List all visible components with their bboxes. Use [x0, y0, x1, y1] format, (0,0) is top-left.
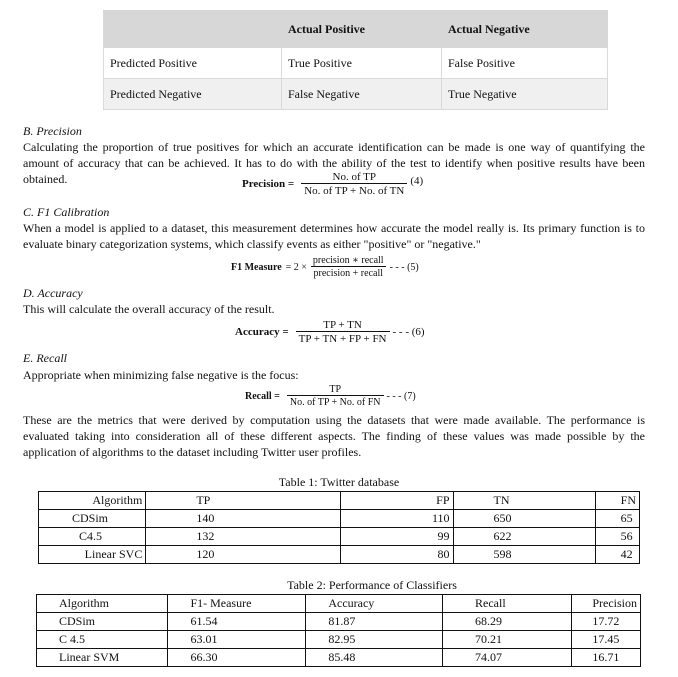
row-label-predicted-negative: Predicted Negative	[104, 79, 282, 110]
equation-numerator: TP + TN	[323, 319, 362, 331]
cell-algorithm: CDSim	[39, 510, 146, 528]
equation-fraction	[301, 171, 407, 197]
cell-fn: 65	[595, 510, 639, 528]
cell-tp: 132	[146, 528, 341, 546]
table1-caption: Table 1: Twitter database	[278, 475, 400, 489]
table-row	[39, 546, 640, 564]
section-heading-f1: C. F1 Calibration	[23, 205, 110, 219]
cell-algorithm: Linear SVM	[37, 649, 168, 667]
cell-true-negative: True Negative	[442, 79, 608, 110]
cell-tn: 650	[453, 510, 595, 528]
cell-fn: 56	[595, 528, 639, 546]
equation-denominator: precision + recall	[311, 266, 387, 279]
equation-fraction	[287, 384, 384, 408]
cell-algorithm: CDSim	[37, 613, 168, 631]
equation-label: Precision =	[242, 178, 295, 190]
equation-numerator: TP	[329, 384, 342, 395]
equation-precision	[242, 171, 423, 197]
cell-tp: 140	[146, 510, 341, 528]
table-row	[39, 528, 640, 546]
equation-denominator: No. of TP + No. of FN	[287, 395, 384, 408]
cell-accuracy: 81.87	[306, 613, 443, 631]
equation-numerator: precision ∗ recall	[312, 255, 384, 266]
cell-tn: 598	[453, 546, 595, 564]
table-row	[37, 649, 641, 667]
header-algorithm: Algorithm	[37, 595, 168, 613]
table-row	[37, 631, 641, 649]
confusion-matrix-row	[104, 48, 608, 79]
equation-numerator: No. of TP	[332, 171, 377, 183]
equation-f1	[231, 255, 419, 279]
cell-true-positive: True Positive	[282, 48, 442, 79]
header-tn: TN	[453, 492, 595, 510]
header-algorithm: Algorithm	[39, 492, 146, 510]
paragraph-precision: Calculating the proportion of true positives for which an accurate identification can be made is one way of quantifying the amount of accuracy that can be achieved. It has to do with the ability of the test to identify when positive results have been obtained.	[23, 140, 645, 186]
cell-tp: 120	[146, 546, 341, 564]
row-label-predicted-positive: Predicted Positive	[104, 48, 282, 79]
equation-fraction	[296, 319, 390, 345]
paragraph-summary: These are the metrics that were derived by computation using the datasets that were made available. The performance is evaluated taking into consideration all of these different aspects. The finding of these values was made possible by the application of algorithms to the dataset including Twitter user profiles.	[23, 413, 645, 459]
cell-precision: 16.71	[572, 649, 641, 667]
header-actual-negative: Actual Negative	[442, 11, 608, 48]
cell-recall: 70.21	[443, 631, 572, 649]
confusion-matrix-table	[103, 10, 608, 110]
equation-number: - - - (5)	[389, 261, 419, 273]
cell-f1: 66.30	[168, 649, 306, 667]
header-precision: Precision	[572, 595, 641, 613]
cell-precision: 17.45	[572, 631, 641, 649]
section-heading-precision: B. Precision	[23, 124, 82, 138]
cell-fp: 80	[341, 546, 453, 564]
header-f1: F1- Measure	[168, 595, 306, 613]
equation-label: Recall =	[245, 390, 280, 402]
cell-algorithm: Linear SVC	[39, 546, 146, 564]
equation-number: (4)	[410, 175, 424, 187]
section-heading-recall: E. Recall	[23, 351, 67, 365]
confusion-matrix-row	[104, 79, 608, 110]
paragraph-accuracy: This will calculate the overall accuracy of the result.	[23, 302, 275, 316]
equation-denominator: TP + TN + FP + FN	[296, 331, 390, 345]
header-accuracy: Accuracy	[306, 595, 443, 613]
cell-f1: 61.54	[168, 613, 306, 631]
equation-fraction	[310, 255, 387, 279]
header-actual-positive: Actual Positive	[282, 11, 442, 48]
paragraph-f1: When a model is applied to a dataset, this measurement determines how accurate the model really is. Its primary function is to evaluate binary categorization systems, which classify events as either "positive" or "negative."	[23, 221, 645, 251]
header-fp: FP	[341, 492, 453, 510]
header-tp: TP	[146, 492, 341, 510]
equation-number: - - - (7)	[386, 390, 416, 402]
confusion-matrix-corner	[104, 11, 282, 48]
equation-denominator: No. of TP + No. of TN	[301, 183, 407, 197]
table-row	[37, 613, 641, 631]
cell-accuracy: 85.48	[306, 649, 443, 667]
cell-false-positive: False Positive	[442, 48, 608, 79]
table-row	[39, 510, 640, 528]
paragraph-recall: Appropriate when minimizing false negative is the focus:	[23, 368, 299, 382]
table-twitter-database	[38, 491, 640, 564]
table-header-row	[37, 595, 641, 613]
cell-f1: 63.01	[168, 631, 306, 649]
cell-accuracy: 82.95	[306, 631, 443, 649]
equation-recall	[245, 384, 416, 408]
confusion-matrix-header-row	[104, 11, 608, 48]
cell-algorithm: C 4.5	[37, 631, 168, 649]
cell-fp: 99	[341, 528, 453, 546]
cell-fp: 110	[341, 510, 453, 528]
equation-accuracy	[235, 319, 425, 345]
cell-recall: 74.07	[443, 649, 572, 667]
cell-fn: 42	[595, 546, 639, 564]
cell-recall: 68.29	[443, 613, 572, 631]
equation-label: F1 Measure	[231, 261, 282, 273]
equation-label: Accuracy =	[235, 326, 289, 338]
table-header-row	[39, 492, 640, 510]
header-fn: FN	[595, 492, 639, 510]
equation-number: - - - (6)	[392, 326, 425, 338]
cell-precision: 17.72	[572, 613, 641, 631]
cell-algorithm: C4.5	[39, 528, 146, 546]
cell-tn: 622	[453, 528, 595, 546]
table2-caption: Table 2: Performance of Classifiers	[287, 578, 457, 592]
header-recall: Recall	[443, 595, 572, 613]
section-heading-accuracy: D. Accuracy	[23, 286, 83, 300]
table-performance-of-classifiers	[36, 594, 641, 667]
equation-multiplier: = 2 ×	[285, 261, 307, 273]
cell-false-negative: False Negative	[282, 79, 442, 110]
